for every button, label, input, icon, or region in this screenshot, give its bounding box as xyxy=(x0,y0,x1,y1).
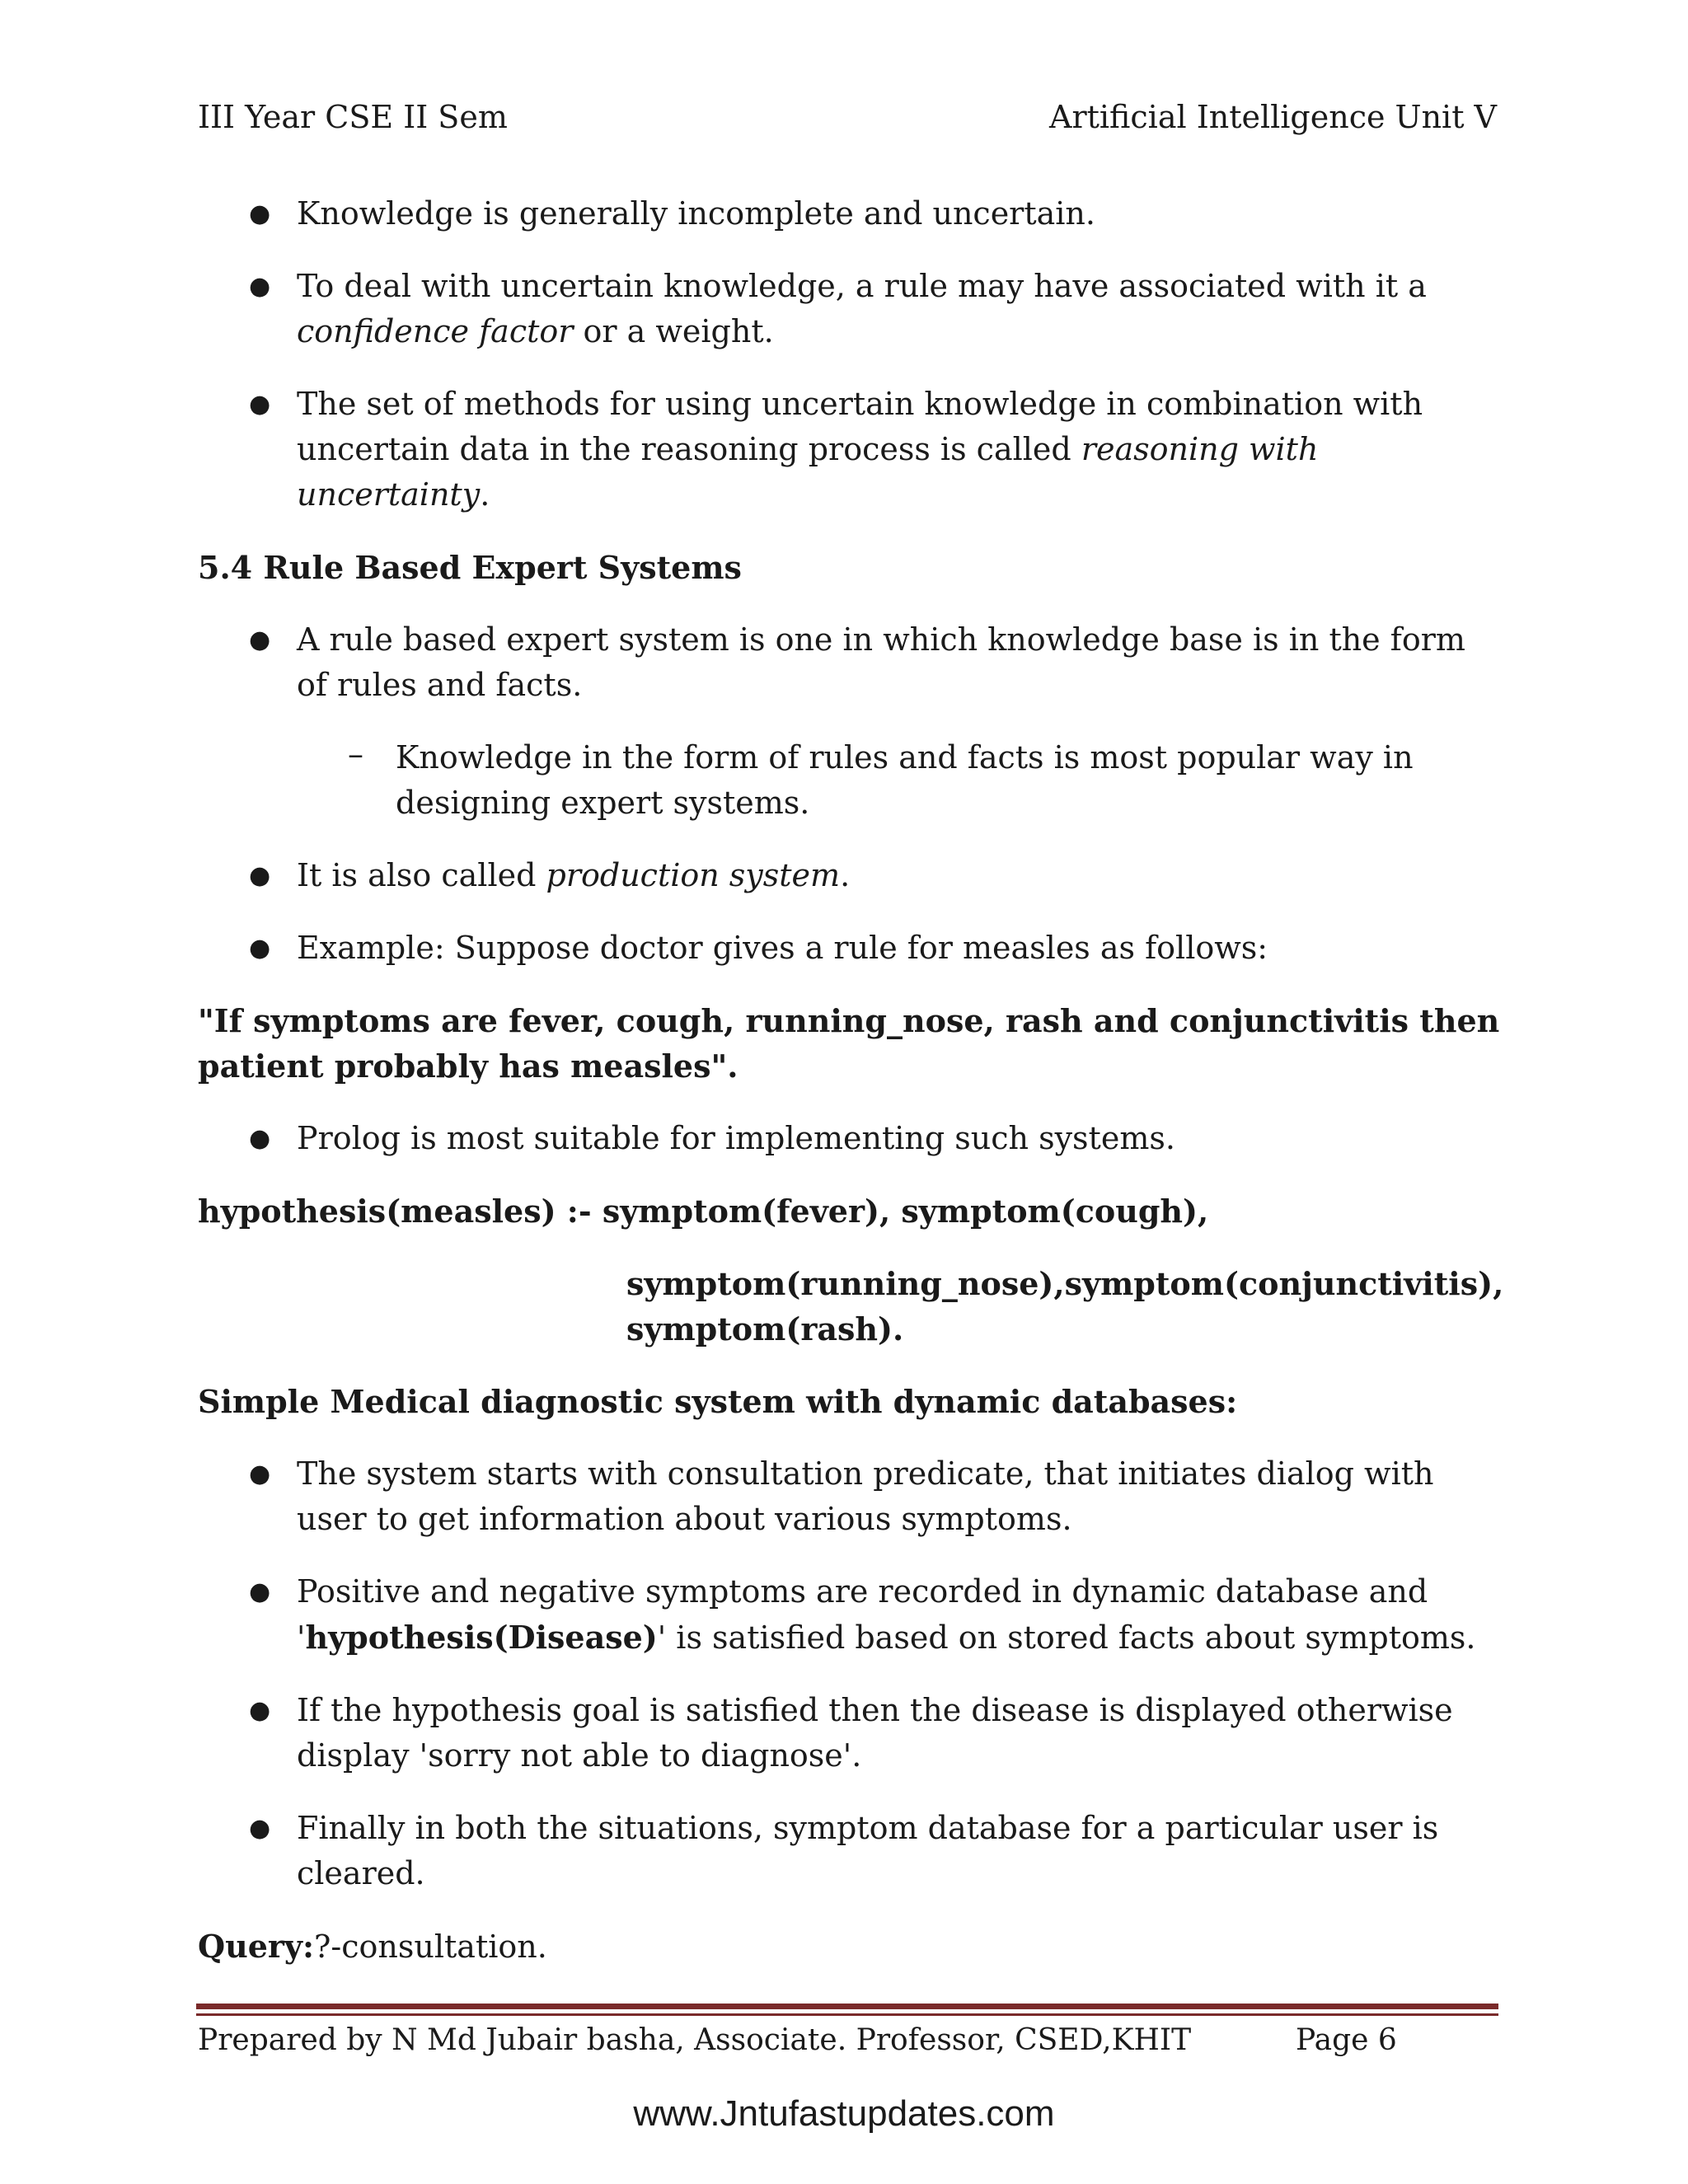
bullet-text: Knowledge is generally incomplete and uncertain. xyxy=(297,195,1095,232)
prolog-rule-head: hypothesis(measles) :- symptom(fever), symptom(cough), xyxy=(198,1193,1209,1230)
subsection-heading: Simple Medical diagnostic system with dynamic databases: xyxy=(198,1383,1238,1420)
query-line xyxy=(198,1924,1500,1970)
bullet-text: Example: Suppose doctor gives a rule for measles as follows: xyxy=(297,930,1268,966)
bullet-icon: ● xyxy=(249,1814,271,1843)
prolog-rule-body: symptom(running_nose),symptom(conjunctivitis), symptom(rash). xyxy=(626,1265,1504,1347)
bullet-item xyxy=(198,926,1500,971)
bullet-icon: ● xyxy=(249,626,271,654)
bullet-text: Finally in both the situations, symptom database for a particular user is cleared. xyxy=(297,1810,1439,1891)
bullet-icon: ● xyxy=(249,1460,271,1488)
header-subject: Artificial Intelligence Unit V xyxy=(1049,99,1497,135)
sub-bullet-text: Knowledge in the form of rules and facts is most popular way in designing expert systems. xyxy=(396,739,1414,821)
bullet-item xyxy=(198,1569,1500,1661)
bullet-icon: ● xyxy=(249,199,271,228)
bullet-emphasis: reasoning with uncertainty xyxy=(297,431,1319,513)
footer-rule-thin xyxy=(196,2013,1498,2016)
bullet-item xyxy=(198,1451,1500,1542)
bullet-icon: ● xyxy=(249,272,271,301)
page-content xyxy=(198,191,1504,1970)
bullet-icon: ● xyxy=(249,861,271,890)
bullet-icon: ● xyxy=(249,934,271,963)
bullet-emphasis: production system xyxy=(546,857,841,893)
section-heading: 5.4 Rule Based Expert Systems xyxy=(198,549,742,586)
bullet-text: . xyxy=(480,476,490,513)
bullet-text: Prolog is most suitable for implementing such systems. xyxy=(297,1120,1175,1156)
bullet-item xyxy=(198,1116,1500,1161)
bullet-item xyxy=(198,853,1500,898)
footer-credit: Prepared by N Md Jubair basha, Associate. Professor, CSED,KHIT xyxy=(198,2023,1192,2057)
bullet-bold: hypothesis(Disease) xyxy=(305,1619,658,1656)
footer-page-number: Page 6 xyxy=(1296,2023,1397,2057)
footer-rule-thick xyxy=(196,2004,1498,2009)
query-text: ?-consultation. xyxy=(314,1929,547,1965)
bullet-text: ' is satisfied based on stored facts about symptoms. xyxy=(657,1619,1476,1656)
bullet-emphasis: confidence factor xyxy=(297,313,574,349)
sub-bullet-item xyxy=(198,735,1500,826)
bullet-item xyxy=(198,1688,1500,1779)
bullet-text: It is also called xyxy=(297,857,546,893)
bullet-icon: ● xyxy=(249,1124,271,1153)
bullet-text: Positive and negative symptoms are recorded in dynamic database and ' xyxy=(297,1573,1428,1656)
bullet-item xyxy=(198,191,1500,237)
rule-quote: "If symptoms are fever, cough, running_nose, rash and conjunctivitis then patient probably has measles". xyxy=(198,1002,1500,1085)
bullet-text: To deal with uncertain knowledge, a rule may have associated with it a xyxy=(297,268,1427,304)
bullet-icon: ● xyxy=(249,1696,271,1725)
bullet-item xyxy=(198,1806,1500,1896)
bullet-text: A rule based expert system is one in which knowledge base is in the form of rules and facts. xyxy=(297,621,1465,703)
query-label: Query: xyxy=(198,1928,315,1965)
bullet-item xyxy=(198,382,1500,518)
dash-icon: – xyxy=(348,736,363,772)
bullet-icon: ● xyxy=(249,1577,271,1606)
header-course: III Year CSE II Sem xyxy=(198,99,508,135)
bullet-text: or a weight. xyxy=(573,313,774,349)
bullet-text: The system starts with consultation predicate, that initiates dialog with user to get information about various symptoms. xyxy=(297,1455,1434,1537)
bullet-text: If the hypothesis goal is satisfied then the disease is displayed otherwise display 'sorry not able to diagnose'. xyxy=(297,1692,1453,1774)
bullet-icon: ● xyxy=(249,390,271,419)
website-watermark: www.Jntufastupdates.com xyxy=(633,2093,1055,2134)
bullet-text: The set of methods for using uncertain knowledge in combination with uncertain data in the reasoning process is called xyxy=(297,386,1423,467)
bullet-item xyxy=(198,617,1500,708)
bullet-text: . xyxy=(840,857,851,893)
bullet-item xyxy=(198,264,1500,354)
